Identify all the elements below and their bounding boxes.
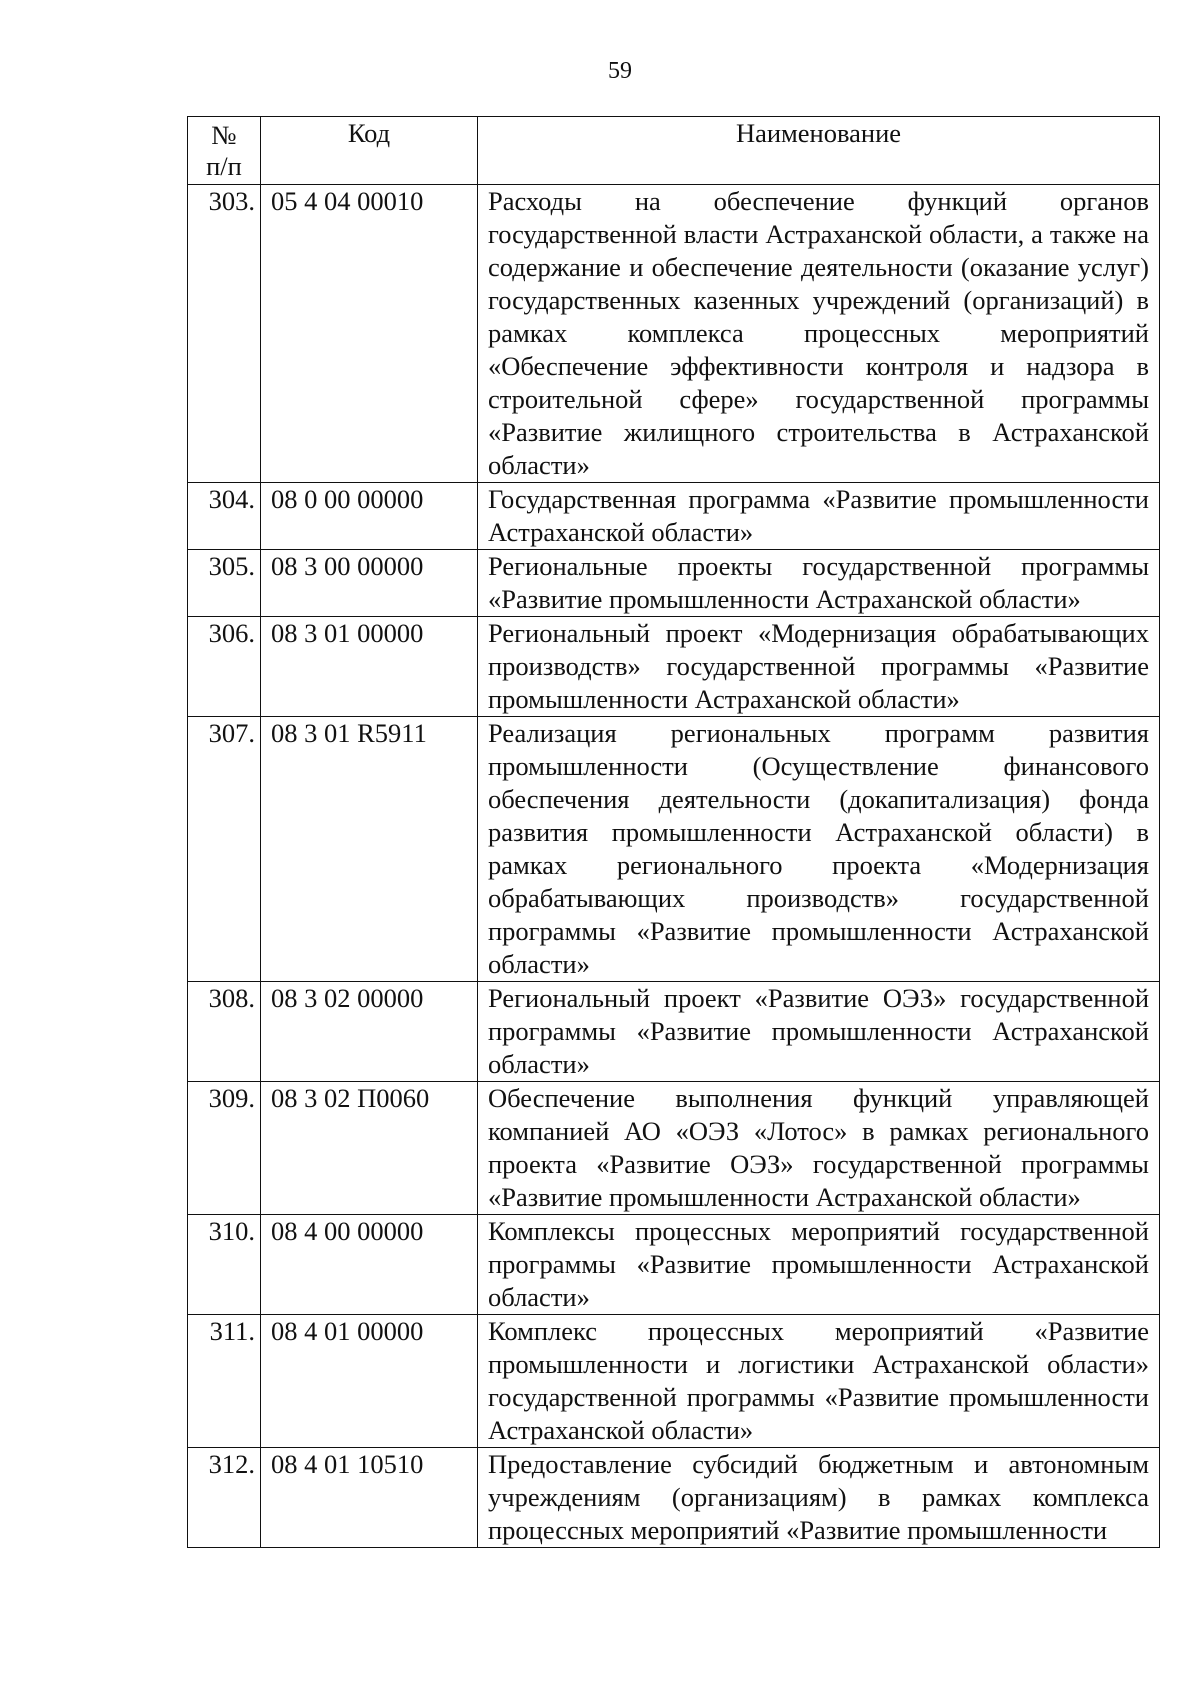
header-code: Код (261, 117, 478, 185)
header-number (188, 117, 261, 185)
row-code: 08 4 01 00000 (261, 1315, 478, 1448)
row-code: 08 3 02 П0060 (261, 1082, 478, 1215)
row-code: 08 0 00 00000 (261, 483, 478, 550)
row-number: 303. (188, 185, 261, 483)
table-row (188, 1215, 1160, 1315)
row-code: 08 3 00 00000 (261, 550, 478, 617)
row-code: 05 4 04 00010 (261, 185, 478, 483)
row-name: Региональный проект «Развитие ОЭЗ» государственной программы «Развитие промышленности Астраханской области» (478, 982, 1160, 1082)
header-name: Наименование (478, 117, 1160, 185)
row-number: 312. (188, 1448, 261, 1548)
row-number: 309. (188, 1082, 261, 1215)
row-name: Предоставление субсидий бюджетным и автономным учреждениям (организациям) в рамках комплекса процессных мероприятий «Развитие промышленности (478, 1448, 1160, 1548)
row-number: 311. (188, 1315, 261, 1448)
row-number: 304. (188, 483, 261, 550)
header-number-symbol: № (211, 120, 237, 150)
header-number-abbrev: п/п (206, 151, 242, 181)
table-row (188, 617, 1160, 717)
row-number: 308. (188, 982, 261, 1082)
row-code: 08 4 00 00000 (261, 1215, 478, 1315)
row-name: Расходы на обеспечение функций органов государственной власти Астраханской области, а также на содержание и обеспечение деятельности (оказание услуг) государственных казенных учреждений (организаций) в рамках комплекса процессных мероприятий «Обеспечение эффективности контроля и надзора в строительной сфере» государственной программы «Развитие жилищного строительства в Астраханской области» (478, 185, 1160, 483)
table-row (188, 717, 1160, 982)
row-code: 08 3 01 R5911 (261, 717, 478, 982)
row-code: 08 3 01 00000 (261, 617, 478, 717)
row-name: Государственная программа «Развитие промышленности Астраханской области» (478, 483, 1160, 550)
table-row (188, 982, 1160, 1082)
row-code: 08 4 01 10510 (261, 1448, 478, 1548)
table-header-row (188, 117, 1160, 185)
table-row (188, 1448, 1160, 1548)
table-row (188, 1315, 1160, 1448)
row-name: Обеспечение выполнения функций управляющей компанией АО «ОЭЗ «Лотос» в рамках регионального проекта «Развитие ОЭЗ» государственной программы «Развитие промышленности Астраханской области» (478, 1082, 1160, 1215)
row-name: Региональный проект «Модернизация обрабатывающих производств» государственной программы «Развитие промышленности Астраханской области» (478, 617, 1160, 717)
row-number: 307. (188, 717, 261, 982)
table-row (188, 1082, 1160, 1215)
page-number: 59 (608, 58, 632, 84)
row-number: 305. (188, 550, 261, 617)
row-code: 08 3 02 00000 (261, 982, 478, 1082)
table-row (188, 550, 1160, 617)
row-name: Комплексы процессных мероприятий государственной программы «Развитие промышленности Астраханской области» (478, 1215, 1160, 1315)
row-name: Реализация региональных программ развития промышленности (Осуществление финансового обеспечения деятельности (докапитализация) фонда развития промышленности Астраханской области) в рамках регионального проекта «Модернизация обрабатывающих производств» государственной программы «Развитие промышленности Астраханской области» (478, 717, 1160, 982)
row-number: 310. (188, 1215, 261, 1315)
table-row (188, 483, 1160, 550)
table-row (188, 185, 1160, 483)
budget-code-table (187, 116, 1160, 1548)
row-number: 306. (188, 617, 261, 717)
row-name: Комплекс процессных мероприятий «Развитие промышленности и логистики Астраханской области» государственной программы «Развитие промышленности Астраханской области» (478, 1315, 1160, 1448)
row-name: Региональные проекты государственной программы «Развитие промышленности Астраханской области» (478, 550, 1160, 617)
